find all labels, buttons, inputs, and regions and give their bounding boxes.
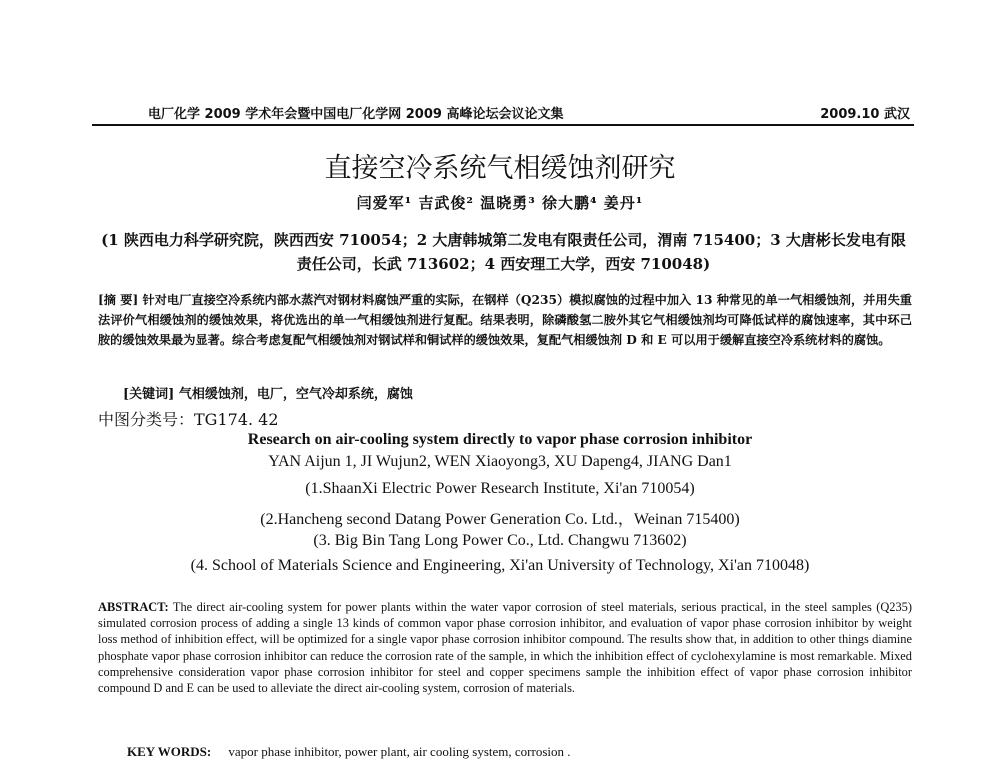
abstract-en	[98, 599, 912, 696]
keywords-cn	[123, 383, 413, 402]
abstract-cn-text: 针对电厂直接空冷系统内部水蒸汽对钢材料腐蚀严重的实际，在钢样（Q235）模拟腐蚀的过程中加入 13 种常见的单一气相缓蚀剂，并用失重法评价气相缓蚀剂的缓蚀效果，将优选出的单一气相缓蚀剂进行复配。结果表明，除磷酸氢二胺外其它气相缓蚀剂均可降低试样的腐蚀速率，其中环己胺的缓蚀效果最为显著。综合考虑复配气相缓蚀剂对钢试样和铜试样的缓蚀效果，复配气相缓蚀剂 D 和 E 可以用于缓解直接空冷系统材料的腐蚀。	[98, 293, 912, 347]
header-rule	[92, 124, 914, 126]
abstract-cn	[98, 290, 912, 350]
header-date-location: 2009.10 武汉	[820, 107, 910, 122]
keywords-en-label: KEY WORDS:	[127, 744, 212, 759]
abstract-en-text: The direct air-cooling system for power plants within the water vapor corrosion of steel materials, serious practical, in the steel samples (Q235) simulated corrosion process of adding a single 13 kinds of common vapor phase corrosion inhibitor, and evaluation of vapor phase corrosion inhibitor by weight loss method of inhibition effect, will be optimized for a single vapor phase corrosion inhibitor compound. The results show that, in addition to other things diamine phosphate vapor phase corrosion inhibitor can reduce the corrosion rate of the sample, in which the inhibition effect of cyclohexylamine is most remarkable. Mixed comprehensive consideration vapor phase corrosion inhibitor for steel and copper specimens sample the inhibition effect of vapor phase corrosion inhibitor compound D and E can be used to alleviate the direct air-cooling system, corrosion of materials.	[98, 600, 912, 696]
keywords-cn-text: 气相缓蚀剂，电厂，空气冷却系统，腐蚀	[178, 387, 413, 402]
abstract-cn-label: [摘 要]	[98, 293, 139, 307]
classification-number: 中图分类号：TG174. 42	[98, 410, 279, 429]
keywords-cn-label: [关键词]	[123, 387, 175, 402]
affiliation-en-1: (1.ShaanXi Electric Power Research Institute, Xi'an 710054)	[305, 480, 695, 497]
abstract-en-label: ABSTRACT:	[98, 600, 169, 614]
paper-title-cn: 直接空冷系统气相缓蚀剂研究	[324, 153, 676, 184]
header-proceedings-title: 电厂化学 2009 学术年会暨中国电厂化学网 2009 高峰论坛会议论文集	[148, 107, 564, 122]
paper-title-en: Research on air-cooling system directly to vapor phase corrosion inhibitor	[247, 431, 753, 448]
affiliation-en-2: (2.Hancheng second Datang Power Generation Co. Ltd.，Weinan 715400)	[260, 511, 740, 528]
affiliations-cn: (1 陕西电力科学研究院，陕西西安 710054；2 大唐韩城第二发电有限责任公司，渭南 715400；3 大唐彬长发电有限责任公司，长武 713602；4 西安理工大学，西安 710048)	[101, 231, 906, 273]
running-header	[148, 103, 910, 122]
keywords-en-text: vapor phase inhibitor, power plant, air cooling system, corrosion .	[228, 744, 571, 759]
authors-cn: 闫爱军¹ 吉武俊² 温晓勇³ 徐大鹏⁴ 姜丹¹	[356, 194, 644, 212]
keywords-en	[127, 744, 571, 760]
authors-en: YAN Aijun 1, JI Wujun2, WEN Xiaoyong3, XU Dapeng4, JIANG Dan1	[268, 453, 732, 470]
affiliation-en-4: (4. School of Materials Science and Engineering, Xi'an University of Technology, Xi'an 710048)	[190, 557, 810, 574]
affiliation-en-3: (3. Big Bin Tang Long Power Co., Ltd. Changwu 713602)	[313, 532, 687, 549]
